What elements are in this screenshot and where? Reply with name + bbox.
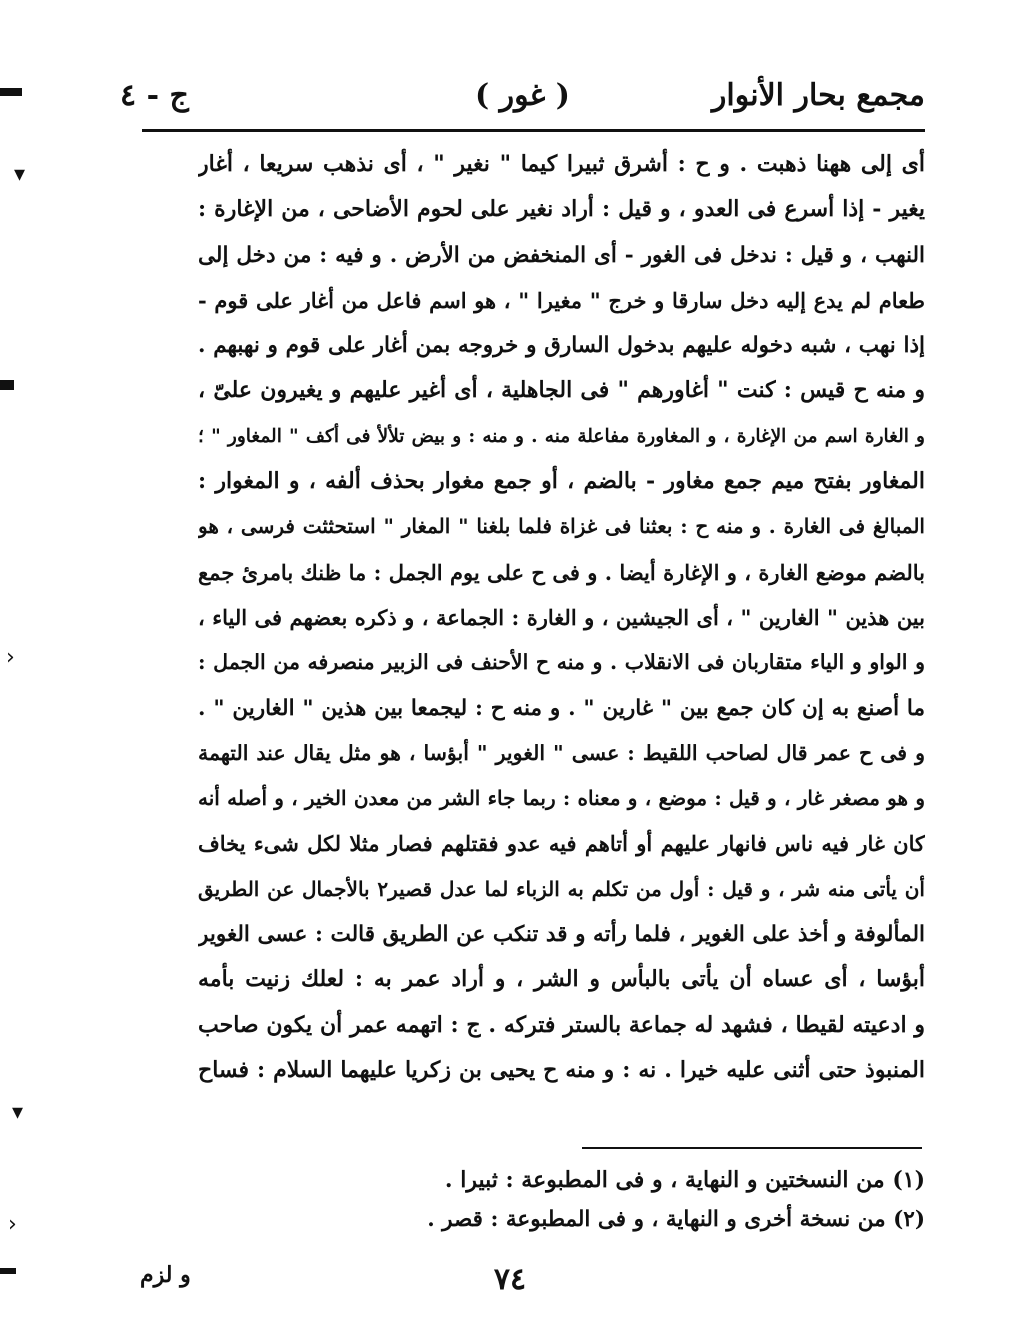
text-line: و الواو و الياء متقاربان فى الانقلاب . و منه ح الأحنف فى الزبير منصرفه من الجمل : bbox=[198, 650, 925, 675]
footnote-rule bbox=[582, 1147, 922, 1149]
text-line: و منه ح قيس : كنت " أغاورهم " فى الجاهلية ، أى أغير عليهم و يغيرون علىّ ، bbox=[198, 377, 925, 404]
book-title: مجمع بحار الأنوار bbox=[711, 78, 925, 113]
footnote: (٢) من نسخة أخرى و النهاية ، و فى المطبوعة : قصر . bbox=[427, 1207, 925, 1232]
text-line: طعام لم يدع إليه دخل سارقا و خرج " مغيرا " ، هو اسم فاعل من أغار على قوم - bbox=[198, 287, 925, 313]
text-line: أن يأتى منه شر ، و قيل : أول من تكلم به الزباء لما عدل قصير٢ بالأجمال عن الطريق bbox=[198, 876, 925, 901]
body-text bbox=[198, 142, 925, 1093]
text-line: ما أصنع به إن كان جمع بين " غارين " . و منه ح : ليجمعا بين هذين " الغارين " . bbox=[198, 695, 925, 721]
volume-number: ج - ٤ bbox=[120, 78, 189, 113]
entry-topic: ( غور ) bbox=[475, 78, 570, 113]
text-line: و هو مصغر غار ، و قيل : موضع ، و معناه : ربما جاء الشر من معدن الخير ، و أصله أنه bbox=[198, 786, 925, 811]
text-line: بين هذين " الغارين " ، أى الجيشين ، و الغارة : الجماعة ، و ذكره بعضهم فى الياء ، bbox=[198, 604, 925, 630]
text-line: يغير - إذا أسرع فى العدو ، و قيل : أراد نغير على لحوم الأضاحى ، من الإغارة : bbox=[198, 196, 925, 223]
scan-edge-mark bbox=[0, 88, 22, 96]
text-line: بالضم موضع الغارة ، و الإغارة أيضا . و فى ح على يوم الجمل : ما ظنك بامرئ جمع bbox=[198, 559, 925, 585]
catchword: و لزم bbox=[140, 1262, 191, 1288]
page-header bbox=[120, 78, 925, 122]
text-line: أبؤسا ، أى عساه أن يأتى بالبأس و الشر ، و أراد عمر به : لعلك زنيت بأمه bbox=[198, 966, 925, 993]
text-line: النهب ، و قيل : ندخل فى الغور - أى المنخفض من الأرض . و فيه : من دخل إلى bbox=[198, 242, 925, 268]
text-line: المبالغ فى الغارة . و منه ح : بعثنا فى غزاة فلما بلغنا " المغار " استحثثت فرسى ، هو bbox=[198, 514, 925, 539]
text-line: و الغارة اسم من الإغارة ، و المغاورة مفاعلة منه . و منه : و بيض تلألأ فى أكف " المغاور " ؛ bbox=[198, 425, 925, 447]
margin-arrow-icon: › bbox=[6, 645, 15, 670]
header-rule bbox=[142, 129, 925, 132]
footnotes bbox=[420, 1160, 925, 1240]
margin-arrow-icon: › bbox=[8, 1212, 17, 1237]
text-line: المنبوذ حتى أثنى عليه خيرا . نه : و منه ح يحيى بن زكريا عليهما السلام : فساح bbox=[198, 1056, 925, 1083]
margin-arrow-icon: ▾ bbox=[12, 1100, 24, 1125]
text-line: كان غار فيه ناس فانهار عليهم أو أتاهم فيه عدو فقتلهم فصار مثلا لكل شىء يخاف bbox=[198, 831, 925, 857]
text-line: المألوفة و أخذ على الغوير ، فلما رأته و قد تنكب عن الطريق قالت : عسى الغوير bbox=[198, 922, 925, 948]
footnote: (١) من النسختين و النهاية ، و فى المطبوعة : ثبيرا . bbox=[444, 1167, 925, 1193]
scan-edge-mark bbox=[0, 380, 14, 390]
text-line: إذا نهب ، شبه دخوله عليهم بدخول السارق و خروجه بمن أغار على قوم و نهبهم . bbox=[198, 333, 925, 359]
text-line: أى إلى ههنا ذهبت . و ح : أشرق ثبيرا كيما " نغير " ، أى نذهب سريعا ، أغار bbox=[198, 151, 925, 177]
margin-arrow-icon: ▾ bbox=[14, 162, 26, 187]
page-number: ٧٤ bbox=[493, 1262, 527, 1297]
text-line: المغاور بفتح ميم جمع مغاور - بالضم ، أو جمع مغوار بحذف ألفه ، و المغوار : bbox=[198, 468, 925, 495]
scan-edge-mark bbox=[0, 1268, 16, 1274]
text-line: و ادعيته لقيطا ، فشهد له جماعة بالستر فتركه . ج : اتهمه عمر أن يكون صاحب bbox=[198, 1011, 925, 1038]
text-line: و فى ح عمر قال لصاحب اللقيط : عسى " الغوير " أبؤسا ، هو مثل يقال عند التهمة bbox=[198, 740, 925, 765]
